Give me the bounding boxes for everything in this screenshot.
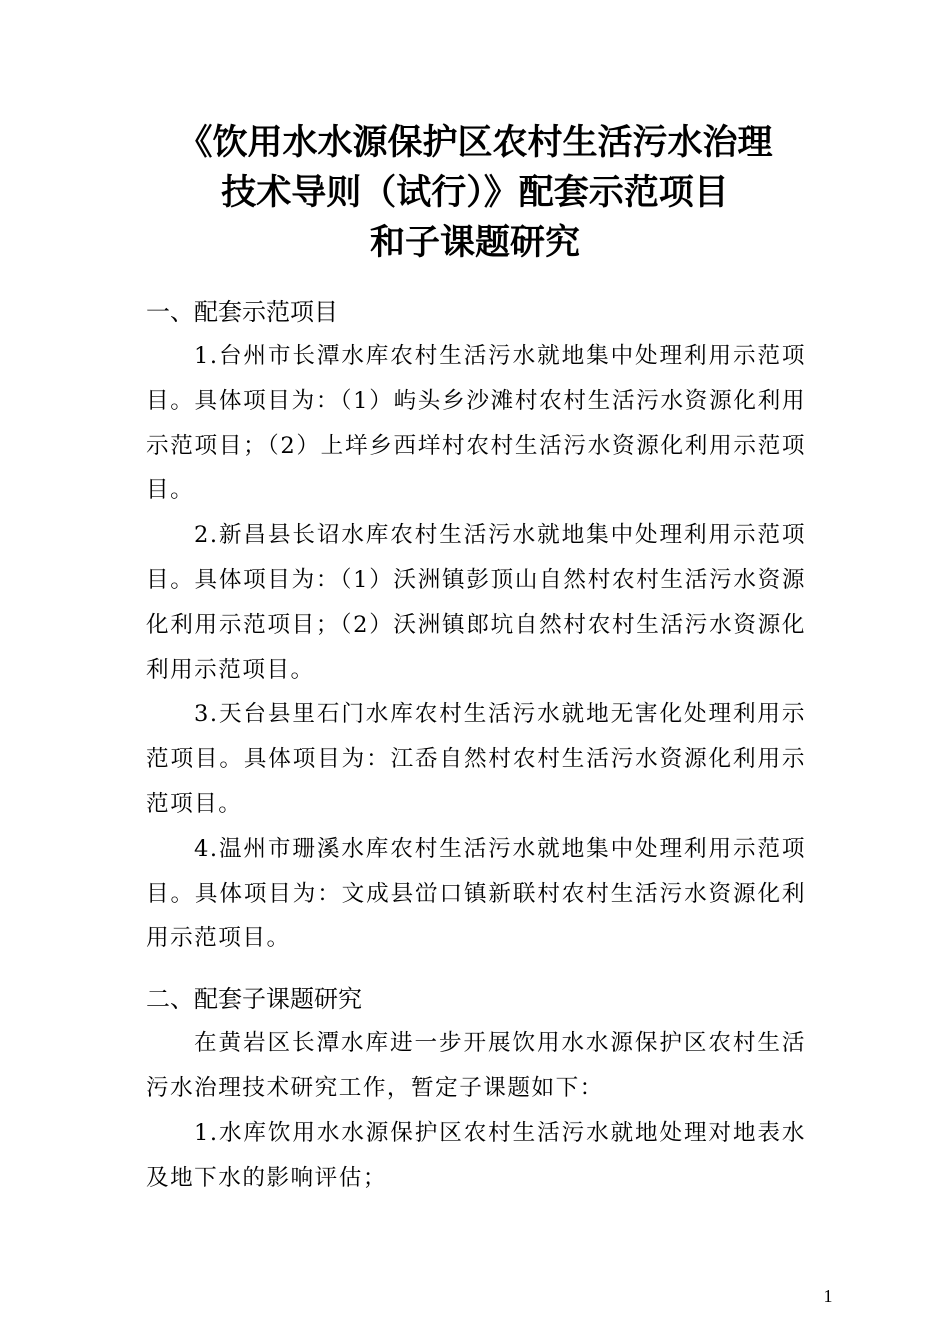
section-sub-topics <box>146 977 806 1200</box>
page-number: 1 <box>823 1286 833 1306</box>
title-line-1: 《饮用水水源保护区农村生活污水治理 <box>177 122 773 163</box>
section-heading: 二、配套子课题研究 <box>146 985 362 1014</box>
section-demo-projects <box>146 290 806 961</box>
paragraph: 1.水库饮用水水源保护区农村生活污水就地处理对地表水及地下水的影响评估； <box>146 1119 806 1191</box>
document-title <box>0 118 950 268</box>
title-line-3: 和子课题研究 <box>369 222 580 263</box>
section-heading: 一、配套示范项目 <box>146 298 338 326</box>
paragraph: 2.新昌县长诏水库农村生活污水就地集中处理利用示范项目。具体项目为：（1）沃洲镇彭顶山自然村农村生活污水资源化利用示范项目；（2）沃洲镇郎坑自然村农村生活污水资源化利用示范项目。 <box>146 522 806 683</box>
paragraph: 在黄岩区长潭水库进一步开展饮用水水源保护区农村生活污水治理技术研究工作，暂定子课题如下： <box>146 1030 806 1101</box>
title-line-2: 技术导则（试行）》配套示范项目 <box>221 172 729 213</box>
document-body <box>146 290 806 1200</box>
paragraph: 3.天台县里石门水库农村生活污水就地无害化处理利用示范项目。具体项目为：江岙自然村农村生活污水资源化利用示范项目。 <box>146 701 806 817</box>
paragraph: 1.台州市长潭水库农村生活污水就地集中处理利用示范项目。具体项目为：（1）屿头乡沙滩村农村生活污水资源化利用示范项目；（2）上垟乡西垟村农村生活污水资源化利用示范项目。 <box>146 343 806 504</box>
paragraph: 4.温州市珊溪水库农村生活污水就地集中处理利用示范项目。具体项目为：文成县峃口镇新联村农村生活污水资源化利用示范项目。 <box>146 835 806 952</box>
